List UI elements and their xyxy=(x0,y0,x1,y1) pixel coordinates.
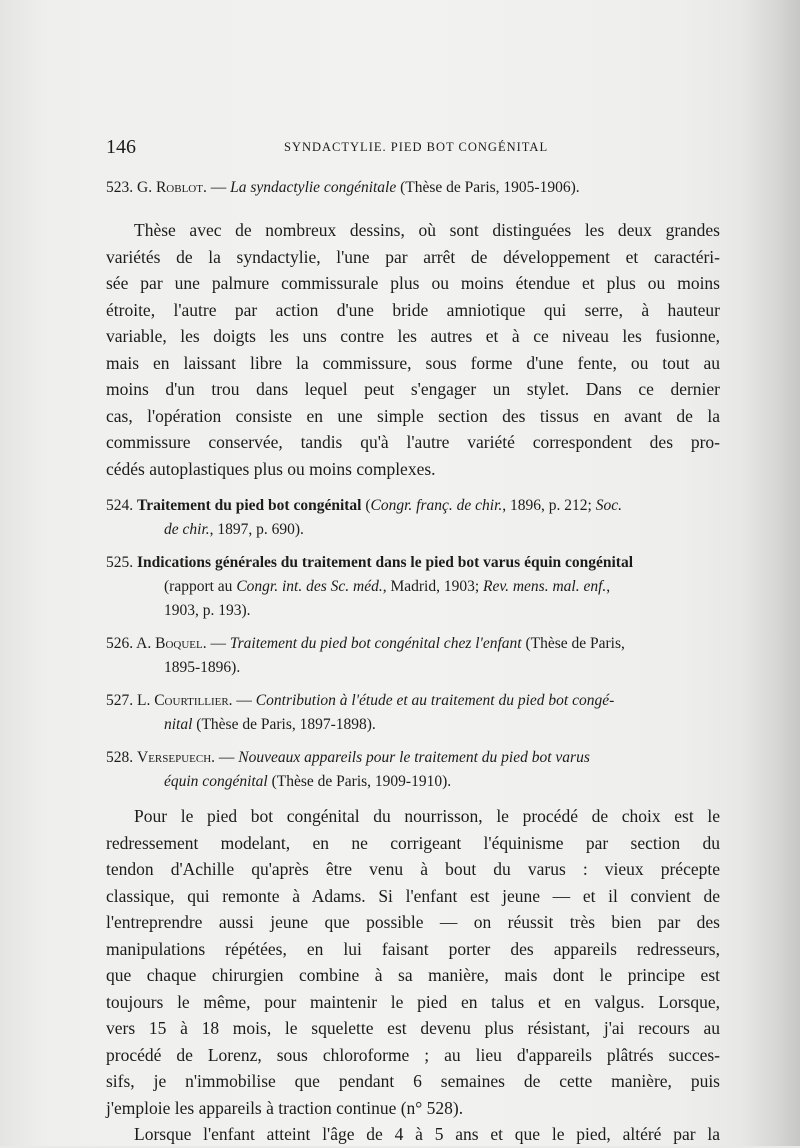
work-title: Indications générales du traitement dans le pied bot varus équin congénital xyxy=(137,554,634,571)
reference-line xyxy=(106,746,720,770)
work-details: (Thèse de Paris, xyxy=(525,635,625,652)
reference-524 xyxy=(106,494,720,542)
reference-line xyxy=(106,632,720,656)
work-details: , xyxy=(606,578,611,595)
paragraph-line: classique, qui remonte à Adams. Si l'enfant est jeune — et il convient de xyxy=(106,885,720,906)
page-edge-shadow xyxy=(740,0,800,1146)
running-head: SYNDACTYLIE. PIED BOT CONGÉNITAL xyxy=(284,140,549,154)
reference-line xyxy=(106,551,720,575)
reference-line xyxy=(106,770,720,794)
journal-name: Congr. franç. de chir. xyxy=(370,497,503,514)
reference-line xyxy=(106,176,720,200)
work-title: Nouveaux appareils pour le traitement du pied bot varus xyxy=(238,749,590,766)
work-title: équin congénital xyxy=(164,773,268,790)
paragraph-line: commissure conservée, tandis qu'à l'autre variété correspondent des pro- xyxy=(106,432,720,452)
journal-name: Soc. xyxy=(595,497,622,514)
work-details: , 1897, p. 690). xyxy=(209,521,304,538)
author-name: Boquel. xyxy=(155,635,207,652)
paragraph-line: procédé de Lorenz, sous chloroforme ; au lieu d'appareils plâtrés succes- xyxy=(106,1044,720,1065)
work-details: (Thèse de Paris, 1897-1898). xyxy=(196,716,376,733)
author-name: Roblot. xyxy=(155,179,207,196)
page-number: 146 xyxy=(106,136,136,158)
paragraph-line: Thèse avec de nombreux dessins, où sont distinguées les deux grandes xyxy=(134,220,720,240)
work-details: (Thèse de Paris, 1905-1906). xyxy=(400,179,580,196)
paragraph-line: moins d'un trou dans lequel peut s'engager un stylet. Dans ce dernier xyxy=(106,379,720,399)
paragraph-line: cédés autoplastiques plus ou moins complexes. xyxy=(106,458,436,479)
reference-line: 1903, p. 193). xyxy=(164,602,251,619)
paragraph-pied-bot xyxy=(106,803,720,1121)
reference-number: 524. xyxy=(106,497,134,514)
reference-number: 528. xyxy=(106,749,134,766)
work-details: , 1896, p. 212; xyxy=(502,497,592,514)
paragraph-line: cas, l'opération consiste en une simple section des tissus en avant de la xyxy=(106,405,720,426)
paragraph-line: j'emploie les appareils à traction continue (n° 528). xyxy=(106,1097,464,1118)
paragraph-line: toujours le même, pour maintenir le pied en talus et en valgus. Lorsque, xyxy=(106,991,720,1012)
work-details: (Thèse de Paris, 1909-1910). xyxy=(271,773,452,790)
paragraph-line: Lorsque l'enfant atteint l'âge de 4 à 5 ans et que le pied, altéré par la xyxy=(134,1124,720,1144)
author-name: Courtillier. xyxy=(154,692,233,709)
paragraph-enfant xyxy=(106,1121,720,1148)
author-initial: L. xyxy=(137,692,151,709)
journal-name: de chir. xyxy=(164,521,210,538)
dash: — xyxy=(210,635,226,652)
work-details: (rapport au xyxy=(164,578,233,595)
work-title: Contribution à l'étude et au traitement du pied bot congé- xyxy=(255,692,615,709)
reference-523 xyxy=(106,176,720,200)
reference-line xyxy=(106,494,720,518)
reference-line xyxy=(106,575,720,599)
paragraph-line: variétés de la syndactylie, l'une par arrêt de développement et caractéri- xyxy=(106,246,720,267)
paragraph-line: Pour le pied bot congénital du nourrisson, le procédé de choix est le xyxy=(134,806,720,826)
dash: — xyxy=(236,692,252,709)
journal-name: Rev. mens. mal. enf. xyxy=(483,578,607,595)
paragraph-line: que chaque chirurgien combine à sa manière, mais dont le principe est xyxy=(106,965,720,985)
work-title: Traitement du pied bot congénital xyxy=(137,497,362,514)
work-title: Traitement du pied bot congénital chez l'enfant xyxy=(229,635,522,652)
reference-line: 1895-1896). xyxy=(164,659,241,676)
journal-name: Congr. int. des Sc. méd. xyxy=(236,578,383,595)
reference-number: 527. xyxy=(106,692,134,709)
paragraph-line: vers 15 à 18 mois, le squelette est devenu plus résistant, j'ai recours au xyxy=(106,1018,720,1038)
paragraph-line: tendon d'Achille qu'après être venu à bout du varus : vieux précepte xyxy=(106,859,720,879)
reference-number: 525. xyxy=(106,554,134,571)
reference-number: 523. xyxy=(106,179,134,196)
paragraph-syndactylie xyxy=(106,217,720,482)
paragraph-line: mais en laissant libre la commissure, sous forme d'une fente, ou tout au xyxy=(106,352,720,373)
paragraph-line: l'entreprendre aussi jeune que possible — on réussit très bien par des xyxy=(106,912,720,932)
page-body xyxy=(106,176,720,1148)
paragraph-line: sée par une palmure commissurale plus ou moins étendue et plus ou moins xyxy=(106,273,720,293)
work-title: La syndactylie congénitale xyxy=(230,179,397,196)
paragraph-line: redressement modelant, en ne corrigeant l'équinisme par section du xyxy=(106,832,720,853)
reference-number: 526. xyxy=(106,635,134,652)
author-initial: G. xyxy=(137,179,153,196)
paragraph-line: sifs, je n'immobilise que pendant 6 semaines de cette manière, puis xyxy=(106,1071,720,1091)
reference-528 xyxy=(106,746,720,794)
reference-line xyxy=(106,518,720,542)
page-header xyxy=(106,136,720,160)
work-title: nital xyxy=(164,716,193,733)
dash: — xyxy=(218,749,235,766)
work-details: , Madrid, 1903; xyxy=(382,578,480,595)
paragraph-line: étroite, l'autre par action d'une bride amniotique qui serre, à hauteur xyxy=(106,299,720,320)
reference-526 xyxy=(106,632,720,680)
author-initial: A. xyxy=(136,635,152,652)
dash: — xyxy=(210,179,227,196)
author-name: Versepuech. xyxy=(137,749,216,766)
reference-line xyxy=(106,689,720,713)
reference-525 xyxy=(106,551,720,623)
paragraph-line: variable, les doigts les uns contre les autres et à ce niveau les fusionne, xyxy=(106,326,720,346)
paren: ( xyxy=(365,497,371,514)
reference-line xyxy=(106,713,720,737)
reference-527 xyxy=(106,689,720,737)
paragraph-line: manipulations répétées, en lui faisant porter des appareils redresseurs, xyxy=(106,938,720,959)
